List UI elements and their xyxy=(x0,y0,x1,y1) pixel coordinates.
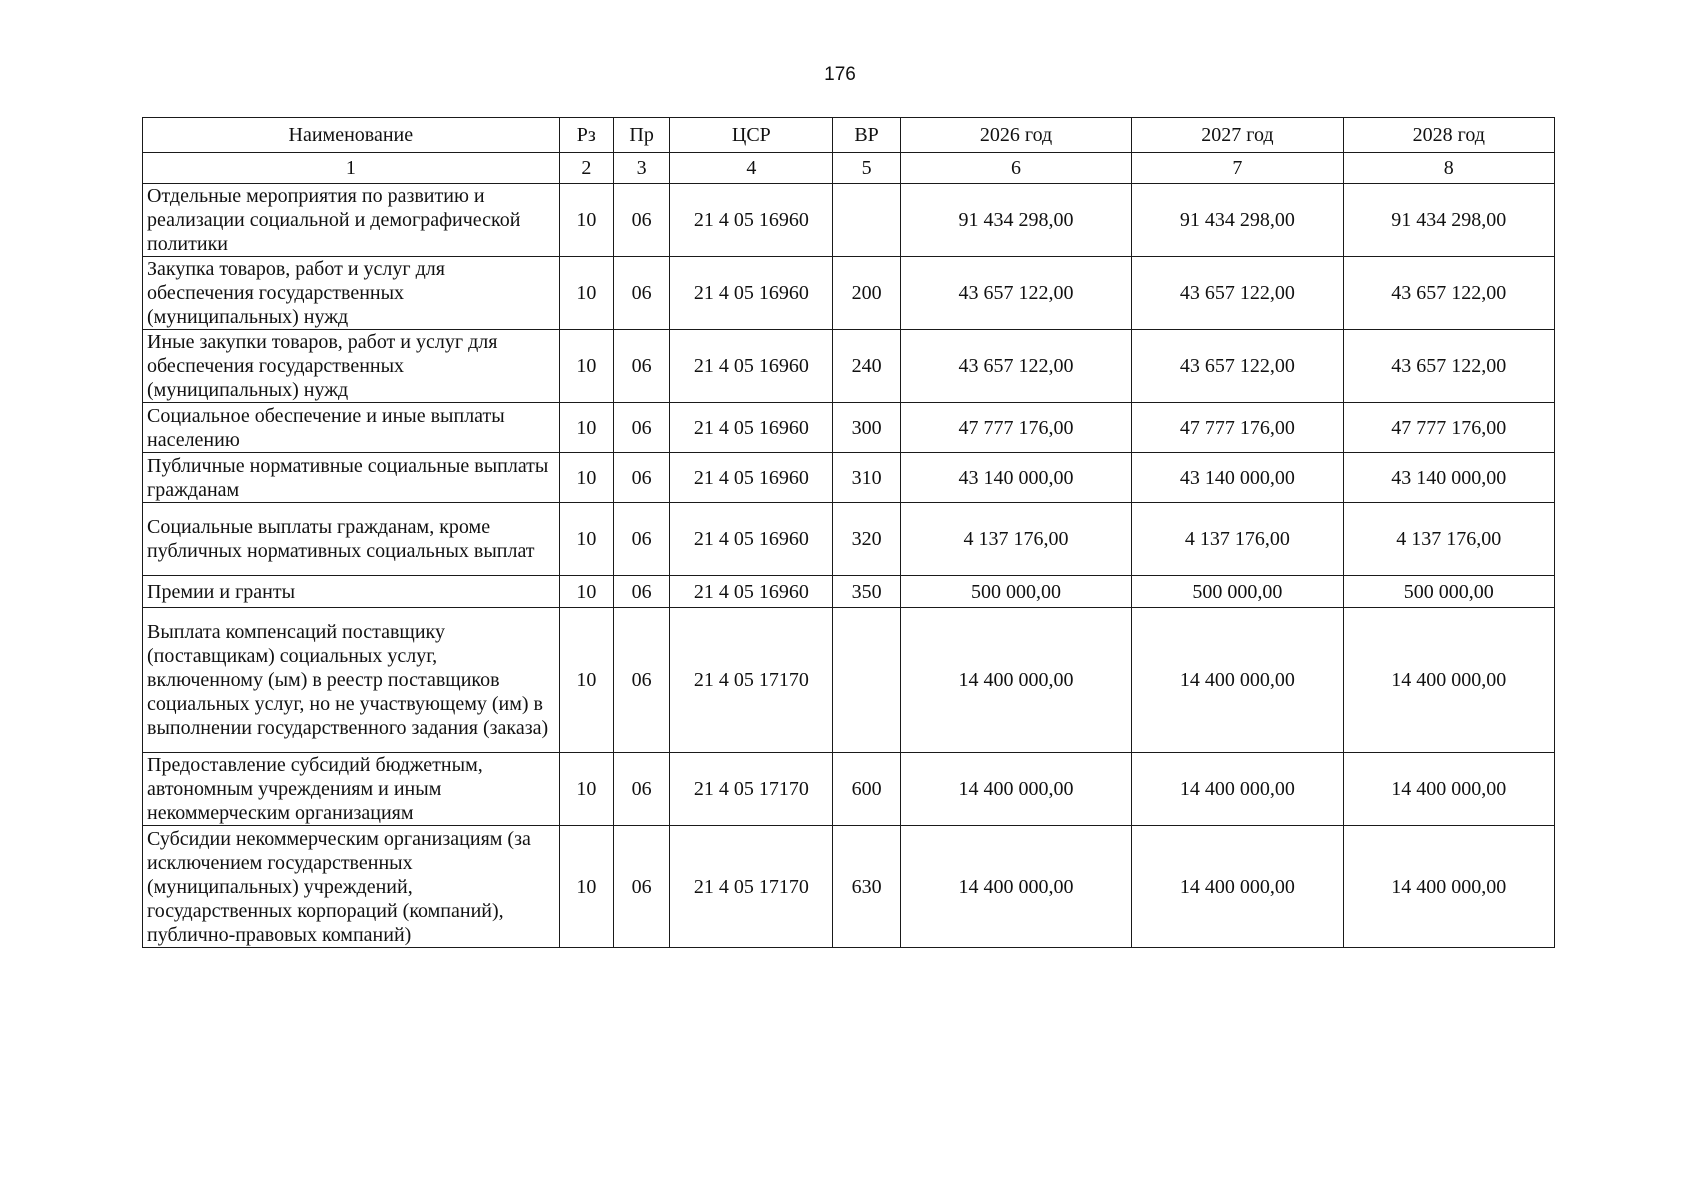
column-number: 6 xyxy=(900,153,1131,184)
row-2026: 47 777 176,00 xyxy=(900,403,1131,453)
row-csr: 21 4 05 16960 xyxy=(670,503,833,576)
column-number: 4 xyxy=(670,153,833,184)
row-rz: 10 xyxy=(559,608,613,753)
row-rz: 10 xyxy=(559,330,613,403)
row-pr: 06 xyxy=(613,184,669,257)
table-row xyxy=(143,257,1555,330)
row-vr: 600 xyxy=(833,753,900,826)
row-name: Социальное обеспечение и иные выплаты населению xyxy=(143,403,560,453)
row-csr: 21 4 05 16960 xyxy=(670,330,833,403)
column-number: 1 xyxy=(143,153,560,184)
row-csr: 21 4 05 16960 xyxy=(670,403,833,453)
header-row xyxy=(143,118,1555,153)
table-row xyxy=(143,184,1555,257)
row-2026: 91 434 298,00 xyxy=(900,184,1131,257)
row-2027: 14 400 000,00 xyxy=(1132,826,1343,948)
row-vr xyxy=(833,608,900,753)
row-2028: 43 140 000,00 xyxy=(1343,453,1554,503)
column-number: 7 xyxy=(1132,153,1343,184)
row-csr: 21 4 05 17170 xyxy=(670,608,833,753)
row-2027: 91 434 298,00 xyxy=(1132,184,1343,257)
row-name: Публичные нормативные социальные выплаты гражданам xyxy=(143,453,560,503)
header-csr: ЦСР xyxy=(670,118,833,153)
row-pr: 06 xyxy=(613,453,669,503)
table-row xyxy=(143,826,1555,948)
row-2027: 14 400 000,00 xyxy=(1132,753,1343,826)
table-row xyxy=(143,608,1555,753)
row-name: Предоставление субсидий бюджетным, автономным учреждениям и иным некоммерческим организациям xyxy=(143,753,560,826)
row-2027: 43 140 000,00 xyxy=(1132,453,1343,503)
row-2028: 4 137 176,00 xyxy=(1343,503,1554,576)
row-name: Иные закупки товаров, работ и услуг для обеспечения государственных (муниципальных) нужд xyxy=(143,330,560,403)
row-2026: 14 400 000,00 xyxy=(900,753,1131,826)
row-vr xyxy=(833,184,900,257)
page-number: 176 xyxy=(824,64,856,85)
column-number-row xyxy=(143,153,1555,184)
row-2028: 14 400 000,00 xyxy=(1343,753,1554,826)
table-row xyxy=(143,453,1555,503)
row-name: Выплата компенсаций поставщику (поставщикам) социальных услуг, включенному (ым) в реестр поставщиков социальных услуг, но не участвующему (им) в выполнении государственного задания (заказа) xyxy=(143,608,560,753)
budget-table xyxy=(142,117,1555,948)
row-2028: 14 400 000,00 xyxy=(1343,826,1554,948)
row-name: Социальные выплаты гражданам, кроме публичных нормативных социальных выплат xyxy=(143,503,560,576)
row-2026: 14 400 000,00 xyxy=(900,608,1131,753)
table-row xyxy=(143,503,1555,576)
row-pr: 06 xyxy=(613,576,669,608)
header-name: Наименование xyxy=(143,118,560,153)
row-vr: 630 xyxy=(833,826,900,948)
row-vr: 350 xyxy=(833,576,900,608)
row-rz: 10 xyxy=(559,576,613,608)
row-rz: 10 xyxy=(559,257,613,330)
row-2028: 91 434 298,00 xyxy=(1343,184,1554,257)
row-2027: 47 777 176,00 xyxy=(1132,403,1343,453)
header-2026: 2026 год xyxy=(900,118,1131,153)
row-2028: 14 400 000,00 xyxy=(1343,608,1554,753)
table-row xyxy=(143,753,1555,826)
row-rz: 10 xyxy=(559,184,613,257)
column-number: 3 xyxy=(613,153,669,184)
table-row xyxy=(143,330,1555,403)
row-csr: 21 4 05 16960 xyxy=(670,453,833,503)
row-2026: 43 657 122,00 xyxy=(900,330,1131,403)
row-rz: 10 xyxy=(559,453,613,503)
row-2026: 4 137 176,00 xyxy=(900,503,1131,576)
row-pr: 06 xyxy=(613,826,669,948)
row-vr: 320 xyxy=(833,503,900,576)
row-csr: 21 4 05 16960 xyxy=(670,576,833,608)
row-2028: 500 000,00 xyxy=(1343,576,1554,608)
header-vr: ВР xyxy=(833,118,900,153)
row-vr: 300 xyxy=(833,403,900,453)
table-row xyxy=(143,576,1555,608)
column-number: 2 xyxy=(559,153,613,184)
row-csr: 21 4 05 17170 xyxy=(670,826,833,948)
row-2028: 43 657 122,00 xyxy=(1343,257,1554,330)
row-rz: 10 xyxy=(559,503,613,576)
header-2028: 2028 год xyxy=(1343,118,1554,153)
row-2027: 500 000,00 xyxy=(1132,576,1343,608)
table-row xyxy=(143,403,1555,453)
row-2026: 14 400 000,00 xyxy=(900,826,1131,948)
row-2028: 43 657 122,00 xyxy=(1343,330,1554,403)
row-pr: 06 xyxy=(613,257,669,330)
row-2027: 43 657 122,00 xyxy=(1132,257,1343,330)
header-2027: 2027 год xyxy=(1132,118,1343,153)
row-csr: 21 4 05 16960 xyxy=(670,184,833,257)
row-pr: 06 xyxy=(613,608,669,753)
row-pr: 06 xyxy=(613,753,669,826)
row-pr: 06 xyxy=(613,403,669,453)
row-rz: 10 xyxy=(559,826,613,948)
row-vr: 240 xyxy=(833,330,900,403)
row-pr: 06 xyxy=(613,503,669,576)
row-2028: 47 777 176,00 xyxy=(1343,403,1554,453)
row-name: Отдельные мероприятия по развитию и реализации социальной и демографической политики xyxy=(143,184,560,257)
row-name: Премии и гранты xyxy=(143,576,560,608)
row-vr: 310 xyxy=(833,453,900,503)
header-pr: Пр xyxy=(613,118,669,153)
row-csr: 21 4 05 17170 xyxy=(670,753,833,826)
row-2026: 500 000,00 xyxy=(900,576,1131,608)
row-name: Закупка товаров, работ и услуг для обеспечения государственных (муниципальных) нужд xyxy=(143,257,560,330)
column-number: 5 xyxy=(833,153,900,184)
header-rz: Рз xyxy=(559,118,613,153)
row-rz: 10 xyxy=(559,403,613,453)
row-2026: 43 140 000,00 xyxy=(900,453,1131,503)
row-2027: 14 400 000,00 xyxy=(1132,608,1343,753)
row-2027: 4 137 176,00 xyxy=(1132,503,1343,576)
row-vr: 200 xyxy=(833,257,900,330)
row-name: Субсидии некоммерческим организациям (за исключением государственных (муниципальных) учреждений, государственных корпораций (компаний), публично-правовых компаний) xyxy=(143,826,560,948)
row-rz: 10 xyxy=(559,753,613,826)
row-pr: 06 xyxy=(613,330,669,403)
row-2027: 43 657 122,00 xyxy=(1132,330,1343,403)
row-2026: 43 657 122,00 xyxy=(900,257,1131,330)
column-number: 8 xyxy=(1343,153,1554,184)
row-csr: 21 4 05 16960 xyxy=(670,257,833,330)
